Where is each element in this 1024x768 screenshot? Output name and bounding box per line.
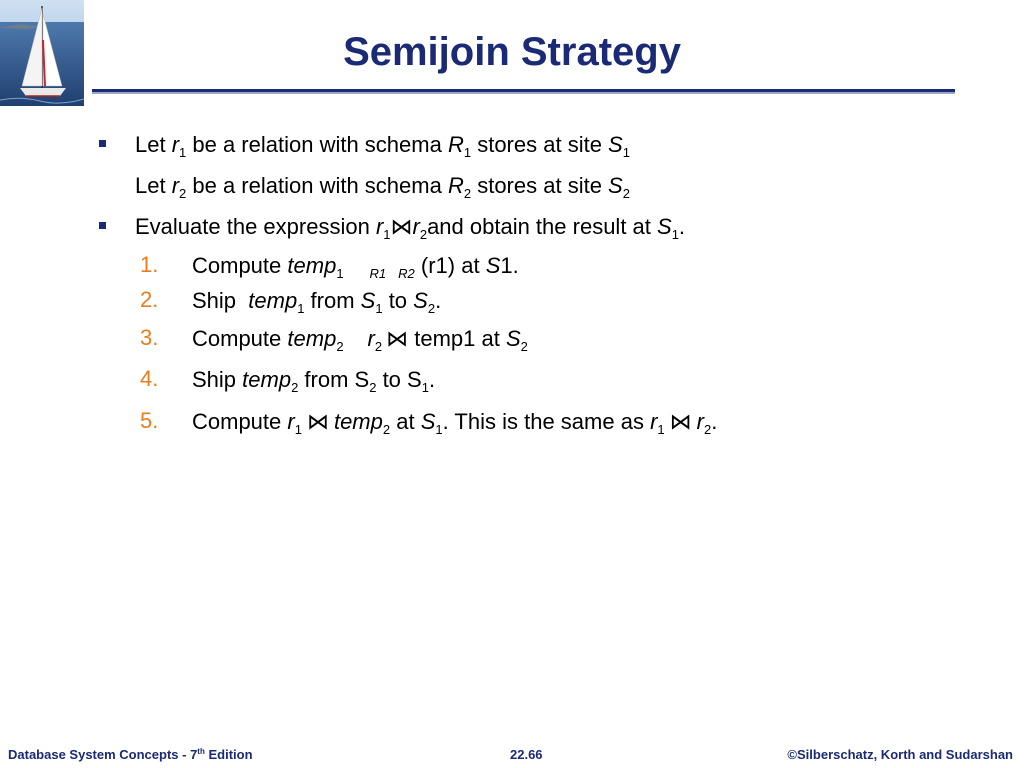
semijoin-symbol: ⋈ — [386, 326, 409, 351]
step-number: 4. — [140, 366, 159, 391]
bullet-1-line-2: Let $r_2$ be a relation with schema $R_2$ stores at site $S_2$ — [135, 173, 630, 201]
title-divider-shadow — [92, 92, 955, 94]
bullet-1-line-1: Let $r_1$ be a relation with schema $R_1$ stores at site $S_1$ — [135, 132, 630, 160]
bullet-2-text: Evaluate the expression $r_1⋈r_2and$ obtain the result at $S_1$. — [135, 214, 686, 242]
step-2-text: Ship temp$_1$ from $S_1$ to $S_2$. — [192, 288, 442, 316]
step-3-text: Compute temp$_2$ $r_2$ ⋈ temp1 at $S_2$ — [192, 326, 528, 354]
bullet-icon — [99, 222, 106, 229]
footer-copyright: ©Silberschatz, Korth and Sudarshan — [787, 747, 1013, 762]
page-number: 22.66 — [510, 747, 543, 762]
semijoin-symbol: ⋈ — [306, 409, 329, 434]
semijoin-symbol: ⋈ — [390, 214, 413, 239]
step-number: 2. — [140, 287, 159, 312]
step-number: 3. — [140, 325, 159, 350]
step-1-text: Compute temp$_1$ $_{R1}$ $_{R2}$ (r1) at S1. — [192, 253, 519, 281]
footer-left: Database System Concepts - 7th Edition — [8, 747, 253, 762]
bullet-icon — [99, 140, 106, 147]
step-4-text: Ship temp$_2$ from $S_2$ to $S_1$. — [192, 367, 436, 395]
step-number: 1. — [140, 252, 159, 277]
semijoin-symbol: ⋈ — [669, 409, 692, 434]
page-title: Semijoin Strategy — [343, 30, 681, 74]
step-5-text: Compute $r_1$ ⋈ temp$_2$ at $S_1$. This is the same as $r_1$ ⋈ $r_2$. — [192, 409, 718, 437]
step-number: 5. — [140, 408, 159, 433]
